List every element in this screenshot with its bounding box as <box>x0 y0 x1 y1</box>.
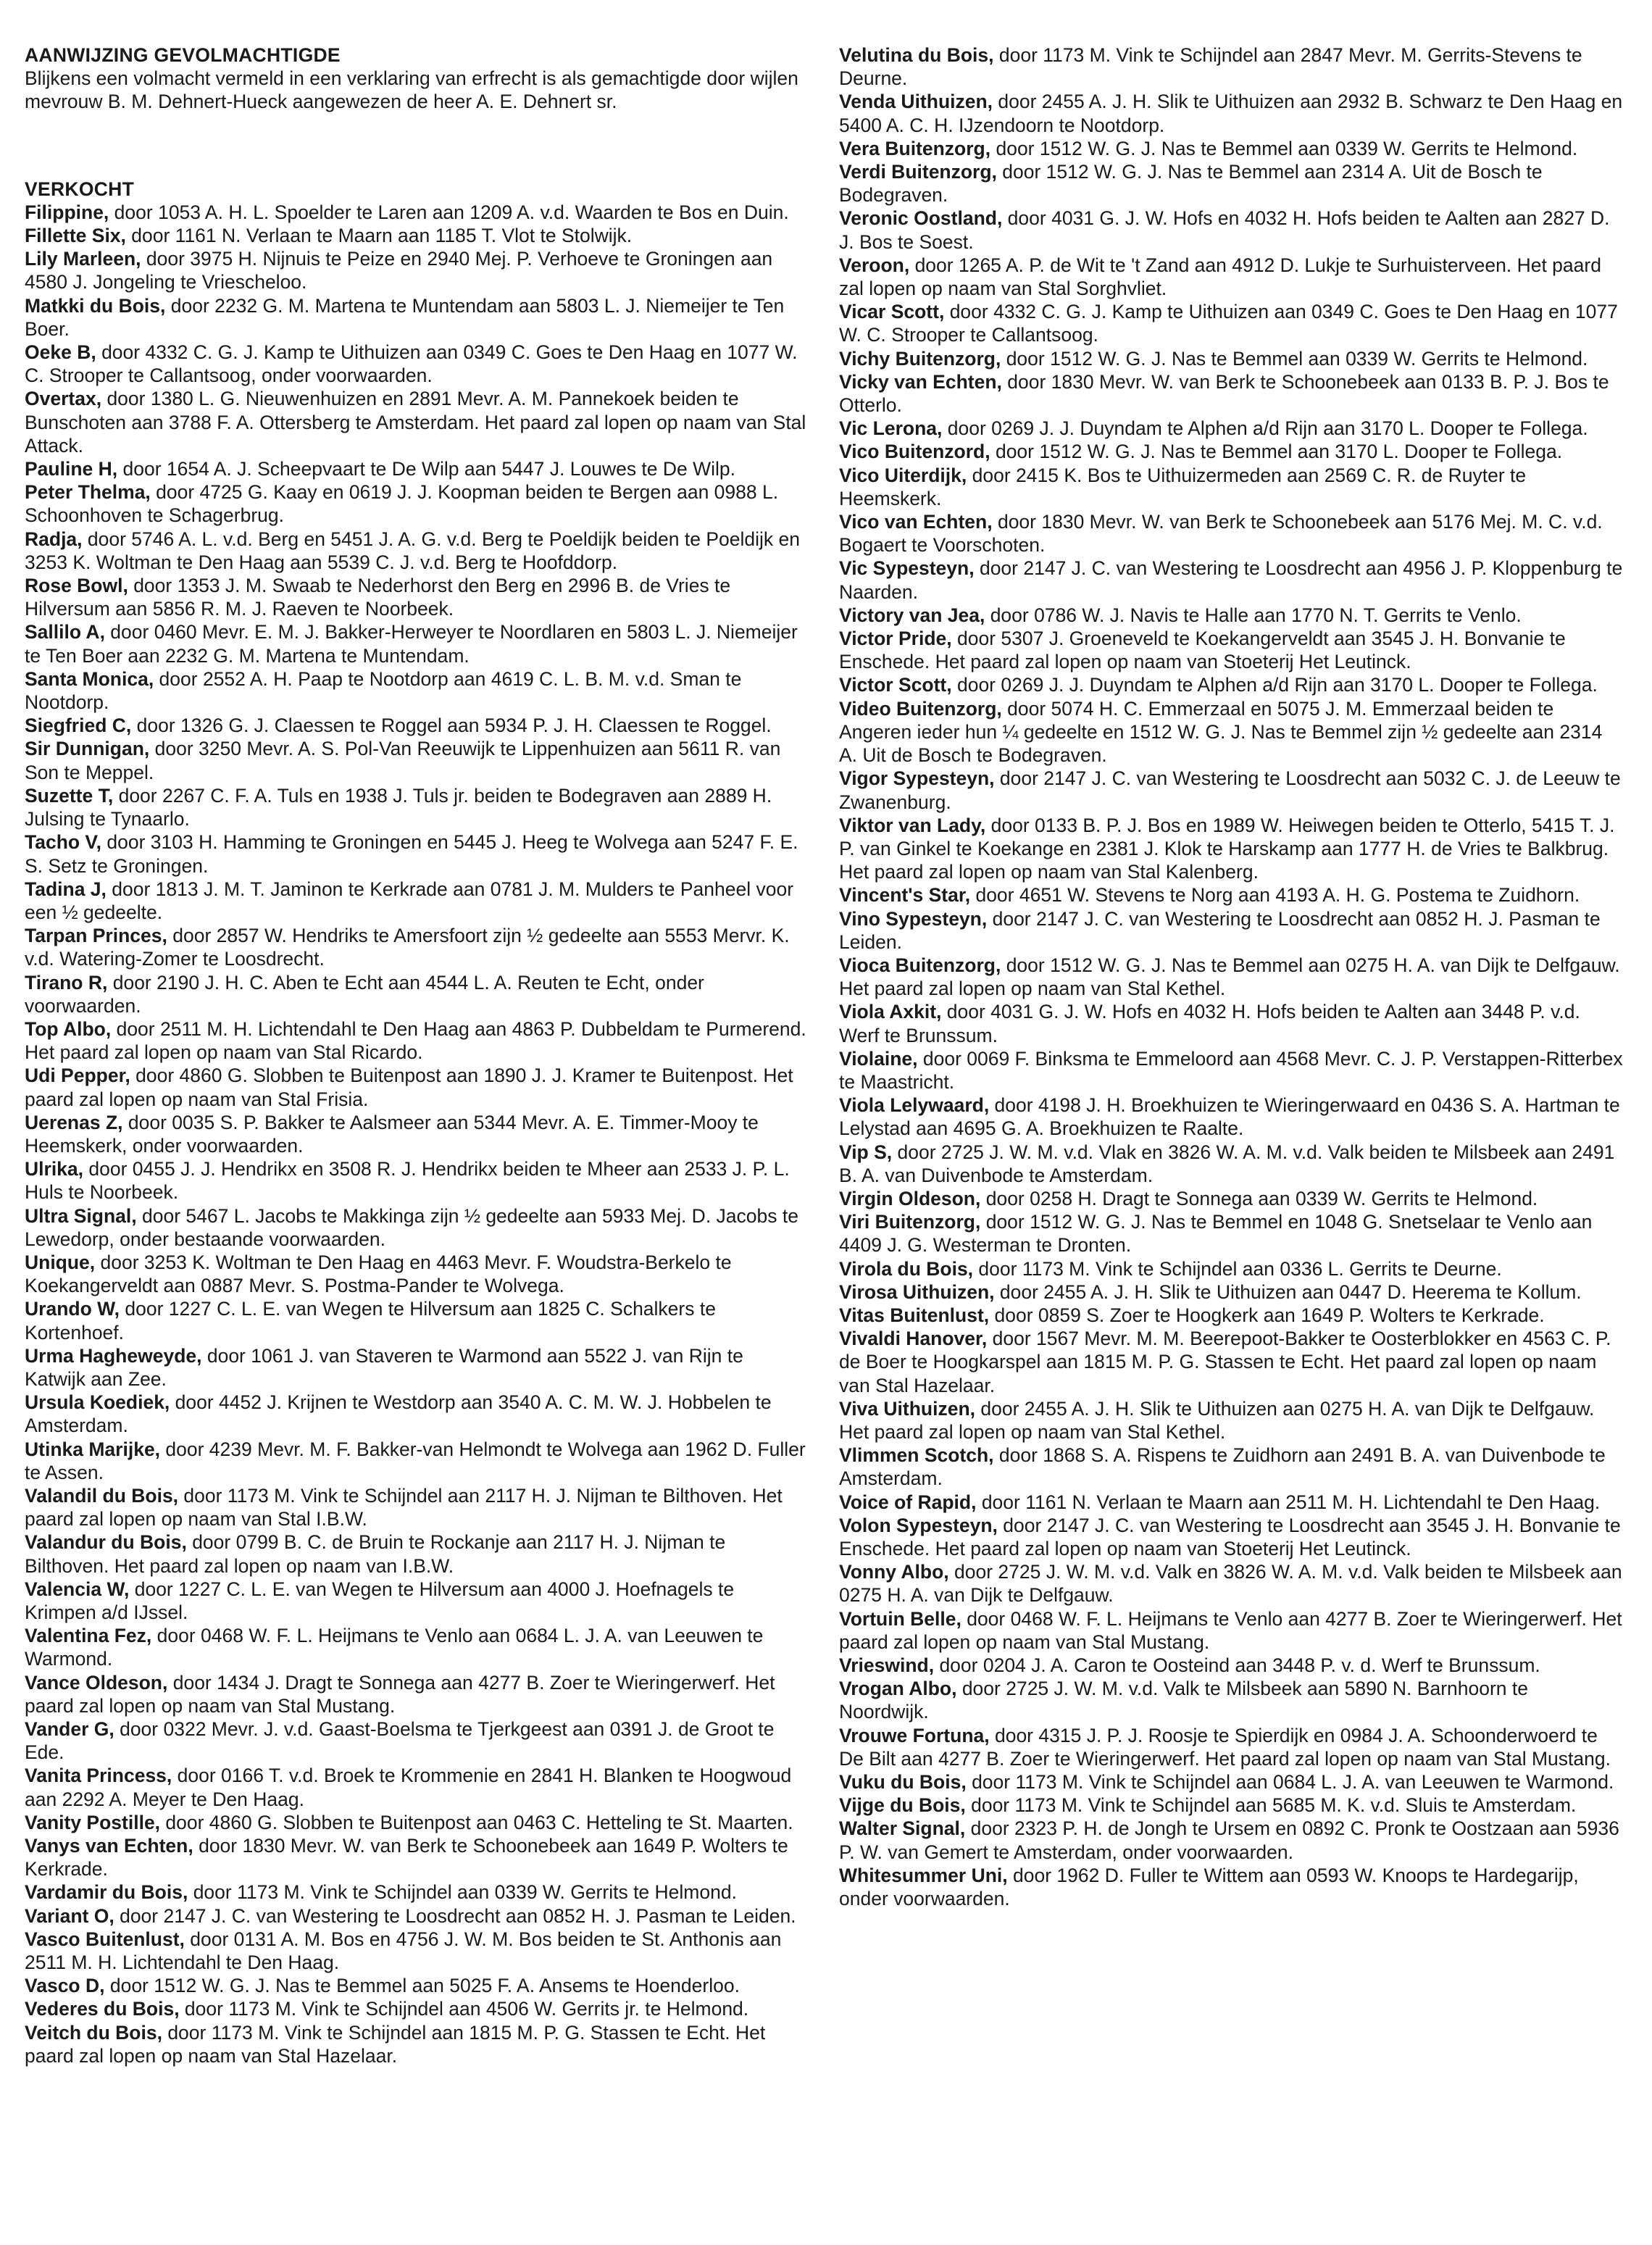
sale-entry <box>839 1444 1623 1490</box>
horse-name: Valandur du Bois, <box>25 1531 187 1554</box>
sale-entry <box>839 627 1623 673</box>
sale-entry <box>25 1928 807 1974</box>
horse-name: Rose Bowl, <box>25 575 128 597</box>
sale-entry <box>839 1560 1623 1607</box>
horse-name: Siegfried C, <box>25 715 132 737</box>
horse-name: Ulrika, <box>25 1158 84 1180</box>
horse-name: Filippine, <box>25 201 109 223</box>
sale-list-right <box>839 43 1623 1910</box>
sale-details: door 1654 A. J. Scheepvaart te De Wilp aan 5447 J. Louwes te De Wilp. <box>117 458 736 480</box>
horse-name: Vanys van Echten, <box>25 1835 193 1857</box>
horse-name: Tadina J, <box>25 878 107 900</box>
sale-details: door 5074 H. C. Emmerzaal en 5075 J. M. Emmerzaal beiden te Angeren ieder hun ¼ gedeelte en 1512 W. G. J. Nas te Bemmel zijn ½ gedeelte aan 2314 A. Uit de Bosch te Bodegraven. <box>839 697 1603 767</box>
sale-details: door 0859 S. Zoer te Hoogkerk aan 1649 P. Wolters te Kerkrade. <box>989 1304 1545 1326</box>
sale-details: door 4315 J. P. J. Roosje te Spierdijk en 0984 J. A. Schoonderwoerd te De Bilt aan 4277 B. Zoer te Wieringerwerf. Het paard zal lopen op naam van Stal Mustang. <box>839 1724 1611 1770</box>
horse-name: Virola du Bois, <box>839 1257 974 1280</box>
sale-entry <box>839 1607 1623 1654</box>
sale-details: door 4239 Mevr. M. F. Bakker-van Helmondt te Wolvega aan 1962 D. Fuller te Assen. <box>25 1438 806 1483</box>
horse-name: Vico Uiterdijk, <box>839 464 967 486</box>
horse-name: Vlimmen Scotch, <box>839 1444 994 1467</box>
horse-name: Valentina Fez, <box>25 1625 152 1647</box>
sale-details: door 0322 Mevr. J. v.d. Gaast-Boelsma te Tjerkgeest aan 0391 J. de Groot te Ede. <box>25 1718 775 1764</box>
sale-details: door 4198 J. H. Broekhuizen te Wieringerwaard en 0436 S. A. Hartman te Lelystad aan 4695 G. A. Broekhuizen te Raalte. <box>839 1094 1620 1140</box>
sale-details: door 1227 C. L. E. van Wegen te Hilversum aan 4000 J. Hoefnagels te Krimpen a/d IJssel. <box>25 1578 735 1623</box>
sale-entry <box>839 464 1623 510</box>
sale-entry <box>25 1438 807 1484</box>
horse-name: Virosa Uithuizen, <box>839 1280 995 1303</box>
sale-details: door 1173 M. Vink te Schijndel aan 0336 L. Gerrits te Deurne. <box>973 1257 1502 1280</box>
sale-details: door 2415 K. Bos te Uithuizermeden aan 2569 C. R. de Ruyter te Heemskerk. <box>839 464 1527 509</box>
notice-text: Blijkens een volmacht vermeld in een verklaring van erfrecht is als gemachtigde door wijlen mevrouw B. M. Dehnert-Hueck aangewezen de heer A. E. Dehnert sr. <box>25 67 798 113</box>
sale-details: door 1830 Mevr. W. van Berk te Schoonebeek aan 5176 Mej. M. C. v.d. Bogaert te Voorschoten. <box>839 511 1603 557</box>
horse-name: Ultra Signal, <box>25 1204 137 1227</box>
sale-details: door 2147 J. C. van Westering te Loosdrecht aan 3545 J. H. Bonvanie te Enschede. Het paard zal lopen op naam van Stoeterij Het Leutinck. <box>839 1514 1621 1559</box>
sale-details: door 2267 C. F. A. Tuls en 1938 J. Tuls jr. beiden te Bodegraven aan 2889 H. Julsing te Tynaarlo. <box>25 784 772 830</box>
sale-entry <box>25 1157 807 1204</box>
sale-details: door 2147 J. C. van Westering te Loosdrecht aan 5032 C. J. de Leeuw te Zwanenburg. <box>839 767 1621 813</box>
horse-name: Vigor Sypesteyn, <box>839 767 995 790</box>
sale-entry <box>25 457 807 480</box>
sale-entry <box>839 1514 1623 1560</box>
sale-details: door 1173 M. Vink te Schijndel aan 1815 M. P. G. Stassen te Echt. Het paard zal lopen op naam van Stal Hazelaar. <box>25 2021 766 2067</box>
sale-details: door 2455 A. J. H. Slik te Uithuizen aan 2932 B. Schwarz te Den Haag en 5400 A. C. H. IJzendoorn te Nootdorp. <box>839 91 1623 136</box>
horse-name: Voice of Rapid, <box>839 1491 977 1513</box>
sale-details: door 4651 W. Stevens te Norg aan 4193 A. H. G. Postema te Zuidhorn. <box>970 884 1580 907</box>
sale-details: door 4452 J. Krijnen te Westdorp aan 3540 A. C. M. W. J. Hobbelen te Amsterdam. <box>25 1391 772 1437</box>
horse-name: Vasco D, <box>25 1975 105 1997</box>
horse-name: Utinka Marijke, <box>25 1438 161 1460</box>
sale-details: door 1512 W. G. J. Nas te Bemmel aan 5025 F. A. Ansems te Hoenderloo. <box>104 1975 740 1997</box>
horse-name: Venda Uithuizen, <box>839 91 993 113</box>
sale-entry <box>25 224 807 247</box>
sale-details: door 3250 Mevr. A. S. Pol-Van Reeuwijk te Lippenhuizen aan 5611 R. van Son te Meppel. <box>25 738 781 783</box>
sale-details: door 1512 W. G. J. Nas te Bemmel aan 0339 W. Gerrits te Helmond. <box>1001 347 1588 370</box>
horse-name: Valencia W, <box>25 1578 130 1600</box>
sale-details: door 1173 M. Vink te Schijndel aan 2847 Mevr. M. Gerrits-Stevens te Deurne. <box>839 44 1582 90</box>
sale-details: door 2190 J. H. C. Aben te Echt aan 4544 L. A. Reuten te Echt, onder voorwaarden. <box>25 971 704 1017</box>
horse-name: Video Buitenzorg, <box>839 697 1002 720</box>
horse-name: Vasco Buitenlust, <box>25 1928 185 1950</box>
sale-details: door 2147 J. C. van Westering te Loosdrecht aan 4956 J. P. Kloppenburg te Naarden. <box>839 557 1623 603</box>
sale-entry <box>25 201 807 224</box>
horse-name: Victor Scott, <box>839 674 952 696</box>
sale-details: door 2455 A. J. H. Slik te Uithuizen aan 0275 H. A. van Dijk te Delfgauw. Het paard zal lopen op naam van Stal Kethel. <box>839 1397 1595 1443</box>
sale-details: door 0166 T. v.d. Broek te Krommenie en 2841 H. Blanken te Hoogwoud aan 2292 A. Meyer te Den Haag. <box>25 1765 792 1810</box>
horse-name: Radja, <box>25 528 83 550</box>
sale-entry <box>25 1530 807 1577</box>
sale-details: door 1962 D. Fuller te Wittem aan 0593 W. Knoops te Hardegarijp, onder voorwaarden. <box>839 1864 1579 1910</box>
sale-entry <box>25 1880 807 1904</box>
horse-name: Volon Sypesteyn, <box>839 1514 998 1536</box>
sale-details: door 1512 W. G. J. Nas te Bemmel aan 0275 H. A. van Dijk te Delfgauw. Het paard zal lopen op naam van Stal Kethel. <box>839 954 1620 1000</box>
sale-details: door 1173 M. Vink te Schijndel aan 0684 L. J. A. van Leeuwen te Warmond. <box>966 1771 1614 1794</box>
sale-details: door 1868 S. A. Rispens te Zuidhorn aan 2491 B. A. van Duivenbode te Amsterdam. <box>839 1444 1606 1490</box>
horse-name: Vonny Albo, <box>839 1561 949 1583</box>
horse-name: Vardamir du Bois, <box>25 1881 188 1904</box>
horse-name: Urando W, <box>25 1298 120 1320</box>
horse-name: Uerenas Z, <box>25 1111 123 1133</box>
sale-details: door 4860 G. Slobben te Buitenpost aan 0463 C. Hetteling te St. Maarten. <box>160 1811 793 1833</box>
horse-name: Vic Sypesteyn, <box>839 557 975 580</box>
sale-entry <box>839 697 1623 767</box>
sale-details: door 1227 C. L. E. van Wegen te Hilversum aan 1825 C. Schalkers te Kortenhoef. <box>25 1298 716 1344</box>
sale-entry <box>839 207 1623 253</box>
horse-name: Velutina du Bois, <box>839 44 994 66</box>
sale-entry <box>839 1187 1623 1210</box>
sale-entry <box>25 341 807 387</box>
sale-details: door 0468 W. F. L. Heijmans te Venlo aan 0684 L. J. A. van Leeuwen te Warmond. <box>25 1625 764 1670</box>
sale-entry <box>839 1304 1623 1327</box>
sale-details: door 4725 G. Kaay en 0619 J. J. Koopman beiden te Bergen aan 0988 L. Schoonhoven te Schagerbrug. <box>25 481 779 527</box>
sale-details: door 2857 W. Hendriks te Amersfoort zijn ½ gedeelte aan 5553 Mervr. K. v.d. Watering-Zomer te Loosdrecht. <box>25 925 790 970</box>
sale-entry <box>25 1671 807 1717</box>
sale-entry <box>839 1141 1623 1187</box>
sale-entry <box>839 1864 1623 1910</box>
sale-entry <box>25 1624 807 1670</box>
horse-name: Vic Lerona, <box>839 417 943 440</box>
sale-details: door 0069 F. Binksma te Emmeloord aan 4568 Mevr. C. J. P. Verstappen-Ritterbex te Maastricht. <box>839 1047 1623 1093</box>
horse-name: Sallilo A, <box>25 621 105 643</box>
sale-details: door 1567 Mevr. M. M. Beerepoot-Bakker te Oosterblokker en 4563 C. P. de Boer te Hoogkarspel aan 1815 M. P. G. Stassen te Echt. Het paard zal lopen op naam van Stal Hazelaar. <box>839 1328 1611 1396</box>
sale-entry <box>25 247 807 293</box>
sale-entry <box>25 1974 807 1997</box>
sale-details: door 2147 J. C. van Westering te Loosdrecht aan 0852 H. J. Pasman te Leiden. <box>114 1904 796 1927</box>
sale-entry <box>25 1017 807 1064</box>
sale-details: door 1353 J. M. Swaab te Nederhorst den Berg en 2996 B. de Vries te Hilversum aan 5856 R. M. J. Raeven te Noorbeek. <box>25 575 731 620</box>
horse-name: Viva Uithuizen, <box>839 1397 975 1420</box>
sale-details: door 0204 J. A. Caron te Oosteind aan 3448 P. v. d. Werf te Brunssum. <box>934 1654 1540 1677</box>
sale-entry <box>839 43 1623 90</box>
sale-details: door 1173 M. Vink te Schijndel aan 4506 W. Gerrits jr. te Helmond. <box>179 1998 749 2020</box>
sale-details: door 4031 G. J. W. Hofs en 4032 H. Hofs beiden te Aalten aan 2827 D. J. Bos te Soest. <box>839 207 1610 253</box>
sale-details: door 3975 H. Nijnuis te Peize en 2940 Mej. P. Verhoeve te Groningen aan 4580 J. Jongeling te Vriescheloo. <box>25 248 773 293</box>
sale-entry <box>839 604 1623 627</box>
sale-details: door 1830 Mevr. W. van Berk te Schoonebeek aan 1649 P. Wolters te Kerkrade. <box>25 1835 788 1880</box>
sale-details: door 0799 B. C. de Bruin te Rockanje aan 2117 H. J. Nijman te Bilthoven. Het paard zal lopen op naam van I.B.W. <box>25 1531 726 1577</box>
sale-details: door 5467 L. Jacobs te Makkinga zijn ½ gedeelte aan 5933 Mej. D. Jacobs te Lewedorp, onder bestaande voorwaarden. <box>25 1204 798 1250</box>
horse-name: Viola Axkit, <box>839 1001 942 1023</box>
horse-name: Veitch du Bois, <box>25 2021 162 2044</box>
sale-entry <box>25 784 807 830</box>
horse-name: Vuku du Bois, <box>839 1771 967 1794</box>
notice-title: AANWIJZING GEVOLMACHTIGDE <box>25 44 341 66</box>
horse-name: Sir Dunnigan, <box>25 738 150 760</box>
sale-entry <box>25 528 807 574</box>
sale-entry <box>25 574 807 620</box>
sale-entry <box>25 1997 807 2020</box>
sale-entry <box>25 1717 807 1764</box>
horse-name: Suzette T, <box>25 784 114 807</box>
sale-details: door 2552 A. H. Paap te Nootdorp aan 4619 C. L. B. M. v.d. Sman te Nootdorp. <box>25 667 742 714</box>
horse-name: Vera Buitenzorg, <box>839 137 991 159</box>
sale-details: door 1161 N. Verlaan te Maarn aan 2511 M. H. Lichtendahl te Den Haag. <box>976 1491 1601 1513</box>
sale-details: door 1512 W. G. J. Nas te Bemmel aan 3170 L. Dooper te Follega. <box>990 441 1563 463</box>
sale-entry <box>839 440 1623 463</box>
sale-entry <box>839 1794 1623 1817</box>
sale-entry <box>25 294 807 341</box>
horse-name: Veroon, <box>839 254 910 276</box>
sale-details: door 0269 J. J. Duyndam te Alphen a/d Rijn aan 3170 L. Dooper te Follega. <box>951 674 1598 696</box>
sale-details: door 0131 A. M. Bos en 4756 J. W. M. Bos beiden te St. Anthonis aan 2511 M. H. Lichtendahl te Den Haag. <box>25 1928 782 1974</box>
sale-entry <box>839 510 1623 557</box>
sale-details: door 0455 J. J. Hendrikx en 3508 R. J. Hendrikx beiden te Mheer aan 2533 J. P. L. Huls te Noorbeek. <box>25 1158 790 1204</box>
sale-entry <box>25 830 807 877</box>
horse-name: Vander G, <box>25 1718 114 1741</box>
horse-name: Vicky van Echten, <box>839 370 1002 393</box>
horse-name: Viola Lelywaard, <box>839 1094 990 1117</box>
sale-entry <box>839 1654 1623 1677</box>
horse-name: Victor Pride, <box>839 628 952 650</box>
sale-entry <box>839 160 1623 207</box>
horse-name: Vichy Buitenzorg, <box>839 347 1001 370</box>
sale-details: door 2455 A. J. H. Slik te Uithuizen aan 0447 D. Heerema te Kollum. <box>994 1280 1582 1303</box>
sale-entry <box>25 1251 807 1297</box>
sale-entry <box>25 2021 807 2067</box>
horse-name: Violaine, <box>839 1047 918 1070</box>
sale-entry <box>839 90 1623 136</box>
sale-entry <box>25 714 807 737</box>
horse-name: Veronic Oostland, <box>839 207 1003 230</box>
sale-details: door 0258 H. Dragt te Sonnega aan 0339 W. Gerrits te Helmond. <box>980 1187 1538 1209</box>
sale-entry <box>839 1491 1623 1514</box>
sale-entry <box>839 767 1623 813</box>
sale-details: door 0133 B. P. J. Bos en 1989 W. Heiwegen beiden te Otterlo, 5415 T. J. P. van Ginkel te Koekange en 2381 J. Klok te Harskamp aan 1777 H. de Vries te Balkbrug. Het paard zal lopen op naam van Stal Kalenberg. <box>839 814 1615 883</box>
horse-name: Viri Buitenzorg, <box>839 1211 981 1233</box>
horse-name: Viktor van Lady, <box>839 814 986 836</box>
horse-name: Urma Hagheweyde, <box>25 1344 202 1367</box>
sale-details: door 0269 J. J. Duyndam te Alphen a/d Rijn aan 3170 L. Dooper te Follega. <box>942 417 1588 440</box>
sale-entry <box>839 1047 1623 1094</box>
sale-details: door 2511 M. H. Lichtendahl te Den Haag aan 4863 P. Dubbeldam te Purmerend. Het paard zal lopen op naam van Stal Ricardo. <box>25 1017 806 1064</box>
sale-entry <box>839 1257 1623 1280</box>
sale-details: door 1173 M. Vink te Schijndel aan 2117 H. J. Nijman te Bilthoven. Het paard zal lopen op naam van Stal I.B.W. <box>25 1484 783 1530</box>
sale-entry <box>25 1811 807 1834</box>
sale-details: door 4332 C. G. J. Kamp te Uithuizen aan 0349 C. Goes te Den Haag en 1077 W. C. Strooper te Callantsoog. <box>839 301 1618 346</box>
horse-name: Virgin Oldeson, <box>839 1187 981 1209</box>
sale-details: door 0460 Mevr. E. M. J. Bakker-Herweyer te Noordlaren en 5803 L. J. Niemeijer te Ten Boer aan 2232 G. M. Martena te Muntendam. <box>25 621 798 667</box>
sale-details: door 1265 A. P. de Wit te 't Zand aan 4912 D. Lukje te Surhuisterveen. Het paard zal lopen op naam van Stal Sorghvliet. <box>839 254 1601 300</box>
horse-name: Overtax, <box>25 388 102 410</box>
sale-details: door 2323 P. H. de Jongh te Ursem en 0892 C. Pronk te Oostzaan aan 5936 P. W. van Gemert te Amsterdam, onder voorwaarden. <box>839 1817 1619 1863</box>
sale-entry <box>25 737 807 783</box>
horse-name: Vijge du Bois, <box>839 1794 966 1817</box>
right-column <box>839 43 1623 1910</box>
left-column <box>25 43 807 2067</box>
sale-details: door 1512 W. G. J. Nas te Bemmel aan 0339 W. Gerrits te Helmond. <box>990 137 1578 159</box>
horse-name: Vance Oldeson, <box>25 1671 168 1694</box>
horse-name: Peter Thelma, <box>25 481 151 504</box>
horse-name: Vanita Princess, <box>25 1765 172 1787</box>
sale-details: door 2725 J. W. M. v.d. Valk en 3826 W. A. M. v.d. Valk beiden te Milsbeek aan 0275 H. A. van Dijk te Delfgauw. <box>839 1561 1622 1607</box>
horse-name: Vitas Buitenlust, <box>839 1304 990 1326</box>
sale-details: door 4860 G. Slobben te Buitenpost aan 1890 J. J. Kramer te Buitenpost. Het paard zal lopen op naam van Stal Frisia. <box>25 1065 793 1110</box>
sale-entry <box>25 620 807 667</box>
sale-details: door 1061 J. van Staveren te Warmond aan 5522 J. van Rijn te Katwijk aan Zee. <box>25 1344 743 1390</box>
sale-entry <box>839 1770 1623 1794</box>
sale-entry <box>839 1280 1623 1304</box>
horse-name: Whitesummer Uni, <box>839 1864 1008 1886</box>
sale-entry <box>25 1484 807 1530</box>
sale-details: door 1830 Mevr. W. van Berk te Schoonebeek aan 0133 B. P. J. Bos te Otterlo. <box>839 370 1609 417</box>
sale-entry <box>25 1391 807 1437</box>
sale-details: door 0786 W. J. Navis te Halle aan 1770 N. T. Gerrits te Venlo. <box>985 604 1522 626</box>
sale-details: door 1326 G. J. Claessen te Roggel aan 5934 P. J. H. Claessen te Roggel. <box>131 715 772 737</box>
sale-entry <box>839 300 1623 346</box>
sale-entry <box>839 1094 1623 1140</box>
horse-name: Vederes du Bois, <box>25 1998 180 2020</box>
horse-name: Vanity Postille, <box>25 1811 161 1833</box>
sale-details: door 1161 N. Verlaan te Maarn aan 1185 T. Vlot te Stolwijk. <box>125 225 633 247</box>
sale-details: door 3103 H. Hamming te Groningen en 5445 J. Heeg te Wolvega aan 5247 F. E. S. Setz te Groningen. <box>25 831 798 877</box>
sale-details: door 2147 J. C. van Westering te Loosdrecht aan 0852 H. J. Pasman te Leiden. <box>839 907 1601 953</box>
horse-name: Pauline H, <box>25 458 118 480</box>
sale-entry <box>839 1817 1623 1863</box>
horse-name: Lily Marleen, <box>25 248 141 270</box>
horse-name: Variant O, <box>25 1904 114 1927</box>
sale-details: door 4031 G. J. W. Hofs en 4032 H. Hofs beiden te Aalten aan 3448 P. v.d. Werf te Brunssum. <box>839 1001 1580 1046</box>
sale-details: door 0468 W. F. L. Heijmans te Venlo aan 4277 B. Zoer te Wieringerwerf. Het paard zal lopen op naam van Stal Mustang. <box>839 1607 1622 1653</box>
sale-details: door 2725 J. W. M. v.d. Vlak en 3826 W. A. M. v.d. Valk beiden te Milsbeek aan 2491 B. A. van Duivenbode te Amsterdam. <box>839 1141 1615 1186</box>
horse-name: Ursula Koediek, <box>25 1391 170 1414</box>
sale-entry <box>839 1397 1623 1444</box>
horse-name: Tirano R, <box>25 971 108 994</box>
sale-entry <box>25 1344 807 1391</box>
sale-details: door 5307 J. Groeneveld te Koekangerveldt aan 3545 J. H. Bonvanie te Enschede. Het paard zal lopen op naam van Stoeterij Het Leutinck. <box>839 628 1566 673</box>
sale-details: door 2232 G. M. Martena te Muntendam aan 5803 L. J. Niemeijer te Ten Boer. <box>25 294 785 340</box>
sale-entry <box>25 1297 807 1344</box>
horse-name: Walter Signal, <box>839 1817 966 1840</box>
sale-entry <box>25 1578 807 1624</box>
horse-name: Oeke B, <box>25 341 96 364</box>
horse-name: Unique, <box>25 1251 96 1273</box>
sale-entry <box>839 1677 1623 1723</box>
sale-entry <box>25 971 807 1017</box>
sale-details: door 2725 J. W. M. v.d. Valk te Milsbeek aan 5890 N. Barnhoorn te Noordwijk. <box>839 1678 1528 1723</box>
sale-details: door 1512 W. G. J. Nas te Bemmel aan 2314 A. Uit de Bosch te Bodegraven. <box>839 161 1543 207</box>
horse-name: Santa Monica, <box>25 667 154 690</box>
sale-entry <box>839 907 1623 954</box>
notice-section <box>25 43 807 114</box>
horse-name: Vico Buitenzord, <box>839 441 990 463</box>
horse-name: Vivaldi Hanover, <box>839 1328 988 1350</box>
horse-name: Victory van Jea, <box>839 604 985 626</box>
sale-details: door 1512 W. G. J. Nas te Bemmel en 1048 G. Snetselaar te Venlo aan 4409 J. G. Westerman te Dronten. <box>839 1211 1593 1257</box>
sale-entry <box>25 1834 807 1880</box>
horse-name: Vrogan Albo, <box>839 1678 957 1700</box>
sale-entry <box>25 1204 807 1251</box>
verkocht-title: VERKOCHT <box>25 178 135 200</box>
horse-name: Vino Sypesteyn, <box>839 907 988 930</box>
horse-name: Vioca Buitenzorg, <box>839 954 1001 976</box>
sale-details: door 1434 J. Dragt te Sonnega aan 4277 B. Zoer te Wieringerwerf. Het paard zal lopen op naam van Stal Mustang. <box>25 1671 775 1717</box>
sale-details: door 4332 C. G. J. Kamp te Uithuizen aan 0349 C. Goes te Den Haag en 1077 W. C. Strooper te Callantsoog, onder voorwaarden. <box>25 341 798 387</box>
sale-details: door 0035 S. P. Bakker te Aalsmeer aan 5344 Mevr. A. E. Timmer-Mooy te Heemskerk, onder voorwaarden. <box>25 1111 759 1157</box>
sale-entry <box>839 1724 1623 1770</box>
sale-entry <box>25 878 807 924</box>
sale-entry <box>839 814 1623 884</box>
sale-entry <box>839 883 1623 907</box>
sale-details: door 1173 M. Vink te Schijndel aan 0339 W. Gerrits te Helmond. <box>188 1881 737 1904</box>
sale-entry <box>839 254 1623 300</box>
sale-entry <box>25 924 807 970</box>
sale-entry <box>839 557 1623 603</box>
sale-entry <box>839 954 1623 1000</box>
horse-name: Verdi Buitenzorg, <box>839 161 997 183</box>
horse-name: Vrieswind, <box>839 1654 935 1677</box>
horse-name: Vico van Echten, <box>839 511 993 533</box>
sale-entry <box>25 1904 807 1928</box>
sale-entry <box>839 673 1623 696</box>
sale-details: door 5746 A. L. v.d. Berg en 5451 J. A. G. v.d. Berg te Poeldijk beiden te Poeldijk en 3253 K. Woltman te Den Haag aan 5539 C. J. v.d. Berg te Hoofddorp. <box>25 528 800 573</box>
sale-entry <box>839 1000 1623 1046</box>
horse-name: Tarpan Princes, <box>25 925 167 947</box>
horse-name: Tacho V, <box>25 831 102 854</box>
section-gap <box>25 146 807 178</box>
sale-entry <box>839 137 1623 160</box>
horse-name: Vincent's Star, <box>839 884 971 907</box>
sale-entry <box>25 387 807 457</box>
sale-details: door 1813 J. M. T. Jaminon te Kerkrade aan 0781 J. M. Mulders te Panheel voor een ½ gedeelte. <box>25 878 794 923</box>
sale-entry <box>839 1210 1623 1257</box>
sale-details: door 3253 K. Woltman te Den Haag en 4463 Mevr. F. Woudstra-Berkelo te Koekangerveldt aan 0887 Mevr. S. Postma-Pander te Wolvega. <box>25 1251 732 1297</box>
horse-name: Udi Pepper, <box>25 1065 130 1087</box>
horse-name: Vicar Scott, <box>839 301 945 323</box>
sale-entry <box>839 347 1623 370</box>
horse-name: Vrouwe Fortuna, <box>839 1724 990 1746</box>
horse-name: Vip S, <box>839 1141 893 1163</box>
sale-details: door 1380 L. G. Nieuwenhuizen en 2891 Mevr. A. M. Pannekoek beiden te Bunschoten aan 3788 F. A. Ottersberg te Amsterdam. Het paard zal lopen op naam van Stal Attack. <box>25 388 806 457</box>
sale-entry <box>25 480 807 527</box>
horse-name: Top Albo, <box>25 1017 112 1040</box>
sale-list-left <box>25 201 807 2067</box>
horse-name: Fillette Six, <box>25 225 126 247</box>
sale-entry <box>25 1064 807 1110</box>
horse-name: Matkki du Bois, <box>25 294 166 317</box>
sale-entry <box>839 370 1623 417</box>
sale-details: door 1053 A. H. L. Spoelder te Laren aan 1209 A. v.d. Waarden te Bos en Duin. <box>109 201 789 223</box>
sale-details: door 1173 M. Vink te Schijndel aan 5685 M. K. v.d. Sluis te Amsterdam. <box>965 1794 1577 1817</box>
sale-entry <box>839 417 1623 440</box>
horse-name: Vortuin Belle, <box>839 1607 961 1630</box>
sale-entry <box>839 1327 1623 1397</box>
sale-entry <box>25 1111 807 1157</box>
horse-name: Valandil du Bois, <box>25 1484 179 1507</box>
sale-entry <box>25 1764 807 1810</box>
sale-entry <box>25 667 807 714</box>
